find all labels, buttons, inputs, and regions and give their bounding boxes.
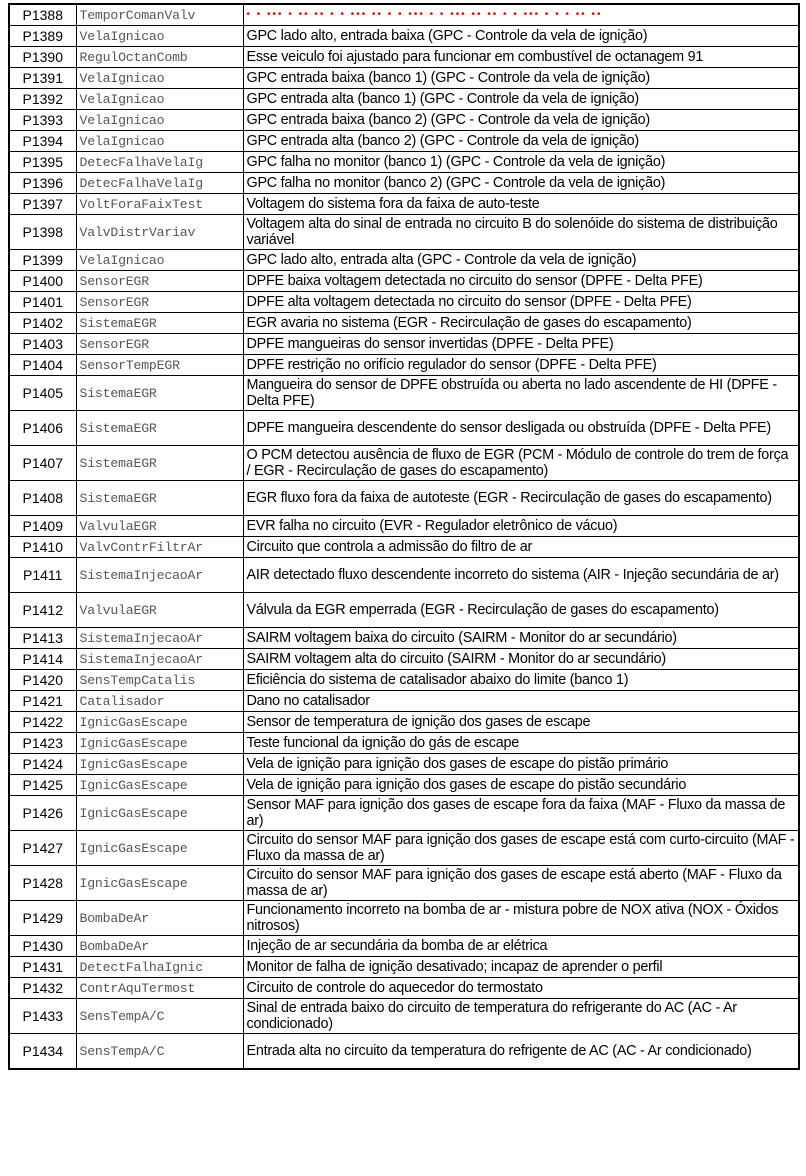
dtc-component-cell: SistemaInjecaoAr — [76, 649, 243, 670]
table-row — [9, 628, 799, 649]
dtc-code-cell: P1407 — [9, 446, 76, 481]
dtc-code-cell: P1412 — [9, 593, 76, 628]
dtc-code-cell: P1426 — [9, 796, 76, 831]
dtc-description-cell: Circuito do sensor MAF para ignição dos gases de escape está aberto (MAF - Fluxo da massa de ar) — [243, 866, 799, 901]
dtc-component-cell: BombaDeAr — [76, 936, 243, 957]
dtc-description-cell: Vela de ignição para ignição dos gases de escape do pistão secundário — [243, 775, 799, 796]
dtc-description-cell: DPFE restrição no orifício regulador do sensor (DPFE - Delta PFE) — [243, 355, 799, 376]
dtc-code-cell: P1432 — [9, 978, 76, 999]
dtc-description-cell: Válvula da EGR emperrada (EGR - Recirculação de gases do escapamento) — [243, 593, 799, 628]
dtc-description-cell: Circuito do sensor MAF para ignição dos gases de escape está com curto-circuito (MAF - Fluxo da massa de ar) — [243, 831, 799, 866]
dtc-code-cell: P1399 — [9, 250, 76, 271]
dtc-description-cell: Monitor de falha de ignição desativado; incapaz de aprender o perfil — [243, 957, 799, 978]
dtc-component-cell: SensorEGR — [76, 271, 243, 292]
dtc-description-cell: EGR avaria no sistema (EGR - Recirculação de gases do escapamento) — [243, 313, 799, 334]
dtc-description-cell: GPC lado alto, entrada baixa (GPC - Controle da vela de ignição) — [243, 26, 799, 47]
dtc-description-cell: Dano no catalisador — [243, 691, 799, 712]
dtc-code-cell: P1433 — [9, 999, 76, 1034]
table-row — [9, 649, 799, 670]
table-row — [9, 866, 799, 901]
dtc-component-cell: DetecFalhaVelaIg — [76, 152, 243, 173]
table-row — [9, 292, 799, 313]
table-row — [9, 4, 799, 26]
dtc-code-cell: P1413 — [9, 628, 76, 649]
dtc-description-cell: Circuito que controla a admissão do filtro de ar — [243, 537, 799, 558]
table-row — [9, 173, 799, 194]
dtc-component-cell: VelaIgnicao — [76, 26, 243, 47]
dtc-component-cell: VelaIgnicao — [76, 250, 243, 271]
table-row — [9, 446, 799, 481]
dtc-component-cell: SistemaInjecaoAr — [76, 628, 243, 649]
dtc-code-cell: P1388 — [9, 4, 76, 26]
dtc-component-cell: IgnicGasEscape — [76, 775, 243, 796]
table-row — [9, 215, 799, 250]
dtc-component-cell: IgnicGasEscape — [76, 712, 243, 733]
dtc-component-cell: IgnicGasEscape — [76, 733, 243, 754]
dtc-code-cell: P1410 — [9, 537, 76, 558]
dtc-description-cell: DPFE mangueira descendente do sensor desligada ou obstruída (DPFE - Delta PFE) — [243, 411, 799, 446]
dtc-code-cell: P1403 — [9, 334, 76, 355]
dtc-description-cell: Funcionamento incorreto na bomba de ar - mistura pobre de NOX ativa (NOX - Óxidos nitrosos) — [243, 901, 799, 936]
dtc-description-cell: DPFE baixa voltagem detectada no circuito do sensor (DPFE - Delta PFE) — [243, 271, 799, 292]
dtc-component-cell: SistemaEGR — [76, 313, 243, 334]
dtc-code-cell: P1427 — [9, 831, 76, 866]
dtc-description-cell: GPC falha no monitor (banco 2) (GPC - Controle da vela de ignição) — [243, 173, 799, 194]
table-row — [9, 152, 799, 173]
table-row — [9, 1034, 799, 1070]
dtc-code-cell: P1421 — [9, 691, 76, 712]
dtc-code-cell: P1424 — [9, 754, 76, 775]
table-row — [9, 516, 799, 537]
table-row — [9, 89, 799, 110]
dtc-description-redacted: • • ••• • •• •• • • ••• •• • • ••• • • ••• •• •• • • ••• • • • •• •• — [243, 4, 799, 26]
dtc-description-cell: Voltagem alta do sinal de entrada no circuito B do solenóide do sistema de distribuição variável — [243, 215, 799, 250]
dtc-code-cell: P1395 — [9, 152, 76, 173]
dtc-code-cell: P1431 — [9, 957, 76, 978]
dtc-description-cell: Entrada alta no circuito da temperatura do refrigente de AC (AC - Ar condicionado) — [243, 1034, 799, 1070]
table-row — [9, 831, 799, 866]
dtc-component-cell: VelaIgnicao — [76, 131, 243, 152]
dtc-code-cell: P1394 — [9, 131, 76, 152]
dtc-description-cell: EGR fluxo fora da faixa de autoteste (EGR - Recirculação de gases do escapamento) — [243, 481, 799, 516]
table-row — [9, 334, 799, 355]
dtc-description-cell: O PCM detectou ausência de fluxo de EGR (PCM - Módulo de controle do trem de força / EGR - Recirculação de gases do escapamento) — [243, 446, 799, 481]
dtc-description-cell: SAIRM voltagem alta do circuito (SAIRM - Monitor do ar secundário) — [243, 649, 799, 670]
table-row — [9, 110, 799, 131]
table-row — [9, 26, 799, 47]
dtc-description-cell: AIR detectado fluxo descendente incorreto do sistema (AIR - Injeção secundária de ar) — [243, 558, 799, 593]
dtc-component-cell: ContrAquTermost — [76, 978, 243, 999]
dtc-description-cell: GPC falha no monitor (banco 1) (GPC - Controle da vela de ignição) — [243, 152, 799, 173]
dtc-description-cell: Eficiência do sistema de catalisador abaixo do limite (banco 1) — [243, 670, 799, 691]
dtc-component-cell: IgnicGasEscape — [76, 796, 243, 831]
dtc-description-cell: Esse veiculo foi ajustado para funcionar em combustível de octanagem 91 — [243, 47, 799, 68]
dtc-description-cell: GPC lado alto, entrada alta (GPC - Controle da vela de ignição) — [243, 250, 799, 271]
dtc-component-cell: SistemaEGR — [76, 481, 243, 516]
dtc-description-cell: Sensor de temperatura de ignição dos gases de escape — [243, 712, 799, 733]
table-row — [9, 957, 799, 978]
dtc-code-cell: P1404 — [9, 355, 76, 376]
table-row — [9, 481, 799, 516]
table-row — [9, 411, 799, 446]
dtc-code-cell: P1422 — [9, 712, 76, 733]
dtc-code-cell: P1430 — [9, 936, 76, 957]
dtc-description-cell: Voltagem do sistema fora da faixa de auto-teste — [243, 194, 799, 215]
dtc-component-cell: DetecFalhaVelaIg — [76, 173, 243, 194]
dtc-description-cell: Sinal de entrada baixo do circuito de temperatura do refrigerante do AC (AC - Ar condicionado) — [243, 999, 799, 1034]
dtc-component-cell: SensorEGR — [76, 334, 243, 355]
dtc-code-cell: P1396 — [9, 173, 76, 194]
table-row — [9, 558, 799, 593]
dtc-component-cell: SensTempCatalis — [76, 670, 243, 691]
dtc-description-cell: DPFE mangueiras do sensor invertidas (DPFE - Delta PFE) — [243, 334, 799, 355]
table-row — [9, 691, 799, 712]
dtc-component-cell: SensTempA/C — [76, 1034, 243, 1070]
dtc-code-cell: P1401 — [9, 292, 76, 313]
dtc-component-cell: VelaIgnicao — [76, 89, 243, 110]
dtc-code-cell: P1409 — [9, 516, 76, 537]
dtc-component-cell: SistemaInjecaoAr — [76, 558, 243, 593]
dtc-component-cell: RegulOctanComb — [76, 47, 243, 68]
dtc-description-cell: GPC entrada alta (banco 1) (GPC - Controle da vela de ignição) — [243, 89, 799, 110]
dtc-code-cell: P1398 — [9, 215, 76, 250]
dtc-component-cell: IgnicGasEscape — [76, 866, 243, 901]
dtc-code-cell: P1434 — [9, 1034, 76, 1070]
dtc-code-cell: P1406 — [9, 411, 76, 446]
table-row — [9, 313, 799, 334]
dtc-description-cell: GPC entrada baixa (banco 2) (GPC - Controle da vela de ignição) — [243, 110, 799, 131]
table-row — [9, 376, 799, 411]
dtc-description-cell: EVR falha no circuito (EVR - Regulador eletrônico de vácuo) — [243, 516, 799, 537]
dtc-component-cell: IgnicGasEscape — [76, 754, 243, 775]
dtc-code-cell: P1429 — [9, 901, 76, 936]
dtc-code-cell: P1420 — [9, 670, 76, 691]
dtc-code-cell: P1428 — [9, 866, 76, 901]
dtc-description-cell: SAIRM voltagem baixa do circuito (SAIRM - Monitor do ar secundário) — [243, 628, 799, 649]
dtc-code-cell: P1408 — [9, 481, 76, 516]
table-row — [9, 712, 799, 733]
dtc-code-cell: P1393 — [9, 110, 76, 131]
table-row — [9, 901, 799, 936]
dtc-code-cell: P1397 — [9, 194, 76, 215]
dtc-description-cell: Mangueira do sensor de DPFE obstruída ou aberta no lado ascendente de HI (DPFE - Delta PFE) — [243, 376, 799, 411]
dtc-code-table — [8, 3, 800, 1070]
dtc-description-cell: GPC entrada baixa (banco 1) (GPC - Controle da vela de ignição) — [243, 68, 799, 89]
dtc-code-cell: P1414 — [9, 649, 76, 670]
dtc-component-cell: VoltForaFaixTest — [76, 194, 243, 215]
dtc-component-cell: SensTempA/C — [76, 999, 243, 1034]
table-row — [9, 68, 799, 89]
dtc-component-cell: ValvContrFiltrAr — [76, 537, 243, 558]
table-row — [9, 670, 799, 691]
table-row — [9, 978, 799, 999]
dtc-description-cell: Teste funcional da ignição do gás de escape — [243, 733, 799, 754]
table-row — [9, 593, 799, 628]
dtc-description-cell: GPC entrada alta (banco 2) (GPC - Controle da vela de ignição) — [243, 131, 799, 152]
dtc-table-body — [9, 4, 799, 1069]
table-row — [9, 775, 799, 796]
dtc-code-cell: P1405 — [9, 376, 76, 411]
table-row — [9, 999, 799, 1034]
dtc-component-cell: VelaIgnicao — [76, 68, 243, 89]
dtc-code-cell: P1390 — [9, 47, 76, 68]
dtc-component-cell: IgnicGasEscape — [76, 831, 243, 866]
dtc-component-cell: DetectFalhaIgnic — [76, 957, 243, 978]
table-row — [9, 131, 799, 152]
table-row — [9, 271, 799, 292]
table-row — [9, 250, 799, 271]
dtc-code-cell: P1402 — [9, 313, 76, 334]
dtc-component-cell: ValvulaEGR — [76, 593, 243, 628]
table-row — [9, 47, 799, 68]
table-row — [9, 936, 799, 957]
dtc-description-cell: DPFE alta voltagem detectada no circuito do sensor (DPFE - Delta PFE) — [243, 292, 799, 313]
table-row — [9, 194, 799, 215]
dtc-code-cell: P1411 — [9, 558, 76, 593]
dtc-code-cell: P1392 — [9, 89, 76, 110]
dtc-component-cell: ValvulaEGR — [76, 516, 243, 537]
dtc-code-cell: P1400 — [9, 271, 76, 292]
dtc-component-cell: SistemaEGR — [76, 446, 243, 481]
dtc-description-cell: Injeção de ar secundária da bomba de ar elétrica — [243, 936, 799, 957]
table-row — [9, 733, 799, 754]
table-row — [9, 754, 799, 775]
dtc-code-cell: P1425 — [9, 775, 76, 796]
dtc-description-cell: Circuito de controle do aquecedor do termostato — [243, 978, 799, 999]
dtc-component-cell: TemporComanValv — [76, 4, 243, 26]
dtc-code-cell: P1389 — [9, 26, 76, 47]
dtc-description-cell: Sensor MAF para ignição dos gases de escape fora da faixa (MAF - Fluxo da massa de ar) — [243, 796, 799, 831]
dtc-component-cell: SistemaEGR — [76, 376, 243, 411]
dtc-component-cell: VelaIgnicao — [76, 110, 243, 131]
dtc-component-cell: ValvDistrVariav — [76, 215, 243, 250]
dtc-component-cell: BombaDeAr — [76, 901, 243, 936]
dtc-code-cell: P1391 — [9, 68, 76, 89]
dtc-component-cell: SistemaEGR — [76, 411, 243, 446]
dtc-component-cell: SensorTempEGR — [76, 355, 243, 376]
dtc-component-cell: SensorEGR — [76, 292, 243, 313]
dtc-code-cell: P1423 — [9, 733, 76, 754]
dtc-component-cell: Catalisador — [76, 691, 243, 712]
table-row — [9, 355, 799, 376]
dtc-description-cell: Vela de ignição para ignição dos gases de escape do pistão primário — [243, 754, 799, 775]
table-row — [9, 796, 799, 831]
table-row — [9, 537, 799, 558]
